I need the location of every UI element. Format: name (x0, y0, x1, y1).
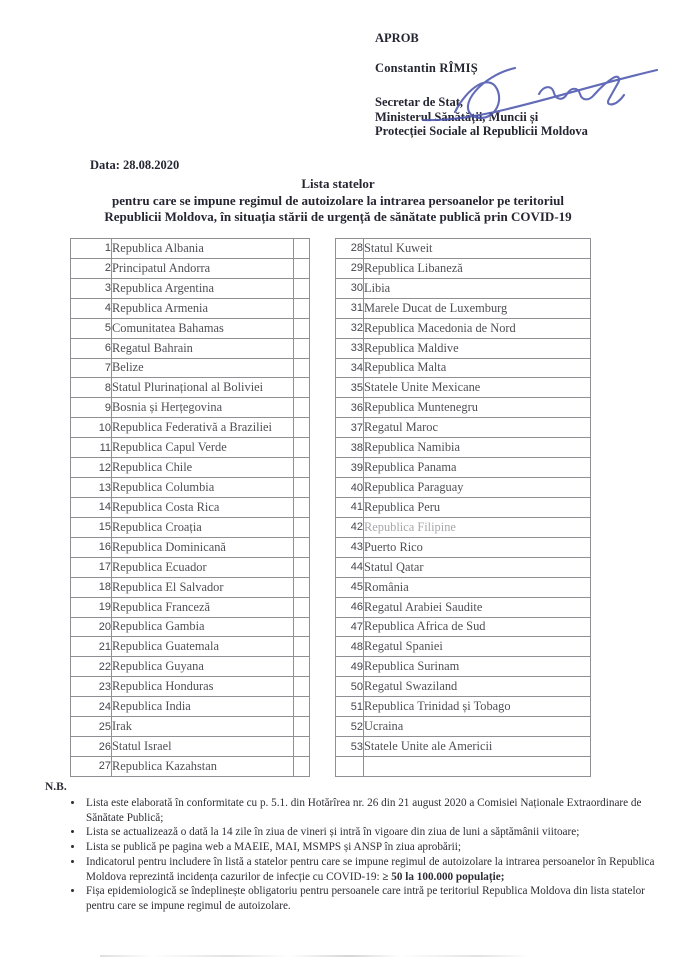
row-number: 40 (336, 478, 364, 498)
country-name: Comunitatea Bahamas (112, 318, 294, 338)
row-number: 9 (71, 398, 112, 418)
table-row (71, 438, 310, 458)
table-row (336, 358, 591, 378)
country-name (364, 756, 591, 776)
table-row (71, 657, 310, 677)
row-number: 20 (71, 617, 112, 637)
table-row (336, 557, 591, 577)
row-number: 42 (336, 517, 364, 537)
spacer-cell (294, 338, 310, 358)
table-row (71, 278, 310, 298)
row-number: 49 (336, 657, 364, 677)
country-name: Republica Malta (364, 358, 591, 378)
spacer-cell (294, 717, 310, 737)
table-row (336, 497, 591, 517)
title-line-3: Republicii Moldova, în situația stării de urgență de sănătate publică prin COVID-19 (104, 209, 572, 225)
country-name: Regatul Maroc (364, 418, 591, 438)
table-row (71, 239, 310, 259)
row-number: 16 (71, 537, 112, 557)
nb-bullet (84, 855, 663, 884)
country-name: Republica Armenia (112, 298, 294, 318)
spacer-cell (294, 756, 310, 776)
table-row (336, 298, 591, 318)
country-name: Ucraina (364, 717, 591, 737)
country-name: Statele Unite ale Americii (364, 737, 591, 757)
country-name: Republica Guatemala (112, 637, 294, 657)
row-number: 46 (336, 597, 364, 617)
row-number: 33 (336, 338, 364, 358)
row-number: 41 (336, 497, 364, 517)
country-name: Puerto Rico (364, 537, 591, 557)
table-row (336, 318, 591, 338)
row-number: 30 (336, 278, 364, 298)
country-name: Statele Unite Mexicane (364, 378, 591, 398)
spacer-cell (294, 298, 310, 318)
country-name: Republica Federativă a Braziliei (112, 418, 294, 438)
country-name: Republica Dominicană (112, 537, 294, 557)
spacer-cell (294, 458, 310, 478)
spacer-cell (294, 358, 310, 378)
row-number: 27 (71, 756, 112, 776)
nb-bullet-text: Lista se publică pe pagina web a MAEIE, MAI, MSMPS și ANSP în ziua aprobării; (86, 841, 461, 854)
row-number: 21 (71, 637, 112, 657)
row-number: 48 (336, 637, 364, 657)
row-number: 37 (336, 418, 364, 438)
row-number: 13 (71, 478, 112, 498)
nb-bullet-text: Lista este elaborată în conformitate cu p. 5.1. din Hotărîrea nr. 26 din 21 august 2020 a Comisiei Naționale Extraordinare de Sănătate Publică; (86, 797, 642, 824)
row-number: 12 (71, 458, 112, 478)
title-line-1: Lista statelor (301, 176, 375, 191)
nb-bullet (84, 840, 663, 855)
table-row (336, 617, 591, 637)
spacer-cell (294, 657, 310, 677)
role-line-3: Protecției Sociale al Republicii Moldova (375, 124, 588, 139)
nb-bullet-text: Lista se actualizează o dată la 14 zile în ziua de vineri și intră în vigoare din ziua de luni a săptămânii viitoare; (86, 826, 580, 839)
table-row (71, 677, 310, 697)
table-row (71, 756, 310, 776)
row-number: 1 (71, 239, 112, 259)
country-name: Statul Plurinațional al Boliviei (112, 378, 294, 398)
country-name: Republica Kazahstan (112, 756, 294, 776)
row-number: 44 (336, 557, 364, 577)
table-row (71, 458, 310, 478)
row-number: 25 (71, 717, 112, 737)
table-row (71, 737, 310, 757)
country-name: Republica Macedonia de Nord (364, 318, 591, 338)
table-row (71, 497, 310, 517)
country-name: Republica Guyana (112, 657, 294, 677)
table-row (336, 438, 591, 458)
row-number: 26 (71, 737, 112, 757)
country-name: Republica Filipine (364, 517, 591, 537)
table-row (336, 737, 591, 757)
table-row (336, 537, 591, 557)
row-number (336, 756, 364, 776)
spacer-cell (294, 637, 310, 657)
spacer-cell (294, 418, 310, 438)
country-name: Republica Costa Rica (112, 497, 294, 517)
spacer-cell (294, 577, 310, 597)
row-number: 53 (336, 737, 364, 757)
country-name: Republica Albania (112, 239, 294, 259)
spacer-cell (294, 438, 310, 458)
approval-label: APROB (375, 31, 419, 45)
table-row (71, 358, 310, 378)
country-name: Republica India (112, 697, 294, 717)
table-row (336, 239, 591, 259)
row-number: 34 (336, 358, 364, 378)
country-tables (70, 238, 630, 778)
country-name: Republica Muntenegru (364, 398, 591, 418)
row-number: 50 (336, 677, 364, 697)
row-number: 36 (336, 398, 364, 418)
table-row (71, 617, 310, 637)
row-number: 8 (71, 378, 112, 398)
row-number: 6 (71, 338, 112, 358)
row-number: 14 (71, 497, 112, 517)
country-name: Regatul Spaniei (364, 637, 591, 657)
row-number: 51 (336, 697, 364, 717)
country-name: Bosnia și Herțegovina (112, 398, 294, 418)
table-row (336, 637, 591, 657)
country-name: Republica Columbia (112, 478, 294, 498)
table-row (71, 697, 310, 717)
row-number: 4 (71, 298, 112, 318)
table-row (336, 398, 591, 418)
row-number: 35 (336, 378, 364, 398)
table-row (336, 657, 591, 677)
table-row (336, 717, 591, 737)
country-name: Statul Israel (112, 737, 294, 757)
role-line-1: Secretar de Stat, (375, 95, 464, 109)
spacer-cell (294, 617, 310, 637)
country-name: Republica Paraguay (364, 478, 591, 498)
table-row (71, 298, 310, 318)
spacer-cell (294, 517, 310, 537)
country-name: Belize (112, 358, 294, 378)
row-number: 22 (71, 657, 112, 677)
table-row (71, 318, 310, 338)
country-name: Republica Croația (112, 517, 294, 537)
table-row (71, 597, 310, 617)
footer-notes (45, 781, 663, 914)
spacer-cell (294, 597, 310, 617)
spacer-cell (294, 239, 310, 259)
table-row (71, 478, 310, 498)
row-number: 7 (71, 358, 112, 378)
table-row (336, 338, 591, 358)
table-row (336, 597, 591, 617)
country-name: Regatul Swaziland (364, 677, 591, 697)
country-name: Republica Libaneză (364, 258, 591, 278)
spacer-cell (294, 697, 310, 717)
table-row (71, 577, 310, 597)
row-number: 17 (71, 557, 112, 577)
nb-bullet-list (45, 796, 663, 914)
table-row (336, 378, 591, 398)
spacer-cell (294, 318, 310, 338)
row-number: 10 (71, 418, 112, 438)
country-name: Republica Panama (364, 458, 591, 478)
country-name: Republica Maldive (364, 338, 591, 358)
row-number: 5 (71, 318, 112, 338)
country-name: Republica Peru (364, 497, 591, 517)
country-name: Republica Gambia (112, 617, 294, 637)
role-line-2: Ministerul Sănătății, Muncii și (375, 109, 539, 124)
country-name: Principatul Andorra (112, 258, 294, 278)
table-row (71, 398, 310, 418)
country-name: Republica Africa de Sud (364, 617, 591, 637)
spacer-cell (294, 737, 310, 757)
spacer-cell (294, 398, 310, 418)
table-row (336, 517, 591, 537)
date-line: Data: 28.08.2020 (90, 158, 180, 172)
row-number: 47 (336, 617, 364, 637)
spacer-cell (294, 537, 310, 557)
table-row (336, 577, 591, 597)
table-row (336, 677, 591, 697)
spacer-cell (294, 378, 310, 398)
table-row (71, 537, 310, 557)
country-name: Republica Surinam (364, 657, 591, 677)
table-row (71, 418, 310, 438)
country-name: Libia (364, 278, 591, 298)
country-name: Regatul Arabiei Saudite (364, 597, 591, 617)
country-name: Republica Ecuador (112, 557, 294, 577)
country-name: Republica Namibia (364, 438, 591, 458)
row-number: 43 (336, 537, 364, 557)
row-number: 52 (336, 717, 364, 737)
spacer-cell (294, 478, 310, 498)
row-number: 29 (336, 258, 364, 278)
country-name: Republica Chile (112, 458, 294, 478)
row-number: 15 (71, 517, 112, 537)
country-table-left (70, 238, 310, 777)
spacer-cell (294, 258, 310, 278)
country-name: Republica El Salvador (112, 577, 294, 597)
table-row (71, 378, 310, 398)
table-row (336, 278, 591, 298)
nb-bullet-text: Fișa epidemiologică se îndeplinește obligatoriu pentru persoanele care intră pe teritoriul Republica Moldova din lista statelor pentru care se impune regimul de autoizolare. (86, 885, 645, 912)
spacer-cell (294, 677, 310, 697)
country-name: Republica Franceză (112, 597, 294, 617)
table-row (336, 697, 591, 717)
country-name: Statul Kuweit (364, 239, 591, 259)
scan-artifact (100, 955, 530, 957)
nb-bullet (84, 884, 663, 913)
row-number: 39 (336, 458, 364, 478)
country-name: România (364, 577, 591, 597)
row-number: 45 (336, 577, 364, 597)
table-row (71, 637, 310, 657)
approver-name: Constantin RÎMIȘ (375, 61, 478, 75)
row-number: 38 (336, 438, 364, 458)
table-row (336, 458, 591, 478)
table-row (336, 756, 591, 776)
table-row (336, 258, 591, 278)
country-name: Statul Qatar (364, 557, 591, 577)
row-number: 3 (71, 278, 112, 298)
country-name: Republica Honduras (112, 677, 294, 697)
row-number: 31 (336, 298, 364, 318)
spacer-cell (294, 497, 310, 517)
nb-bullet (84, 825, 663, 840)
row-number: 32 (336, 318, 364, 338)
table-row (336, 478, 591, 498)
nb-bullet-bold-text: ≥ 50 la 100.000 populație; (382, 870, 505, 883)
table-row (336, 418, 591, 438)
row-number: 19 (71, 597, 112, 617)
table-row (71, 717, 310, 737)
row-number: 24 (71, 697, 112, 717)
row-number: 18 (71, 577, 112, 597)
row-number: 23 (71, 677, 112, 697)
country-name: Irak (112, 717, 294, 737)
country-name: Marele Ducat de Luxemburg (364, 298, 591, 318)
table-row (71, 258, 310, 278)
country-name: Regatul Bahrain (112, 338, 294, 358)
country-table-right (335, 238, 591, 777)
spacer-cell (294, 278, 310, 298)
country-name: Republica Trinidad și Tobago (364, 697, 591, 717)
document-title (30, 176, 646, 226)
nb-bullet-text: Indicatorul pentru includere în listă a statelor pentru care se impune regimul de autoizolare la intrarea persoanelor în Republica Moldova reprezintă incidența cazurilor de infecție cu COVID-19: (86, 855, 655, 883)
approver-role (375, 95, 588, 139)
table-row (71, 557, 310, 577)
row-number: 2 (71, 258, 112, 278)
country-name: Republica Argentina (112, 278, 294, 298)
title-line-2: pentru care se impune regimul de autoizolare la intrarea persoanelor pe teritoriul (112, 192, 564, 208)
table-row (71, 517, 310, 537)
nb-label: N.B. (45, 781, 67, 793)
nb-bullet (84, 796, 663, 825)
row-number: 11 (71, 438, 112, 458)
country-name: Republica Capul Verde (112, 438, 294, 458)
row-number: 28 (336, 239, 364, 259)
spacer-cell (294, 557, 310, 577)
table-row (71, 338, 310, 358)
